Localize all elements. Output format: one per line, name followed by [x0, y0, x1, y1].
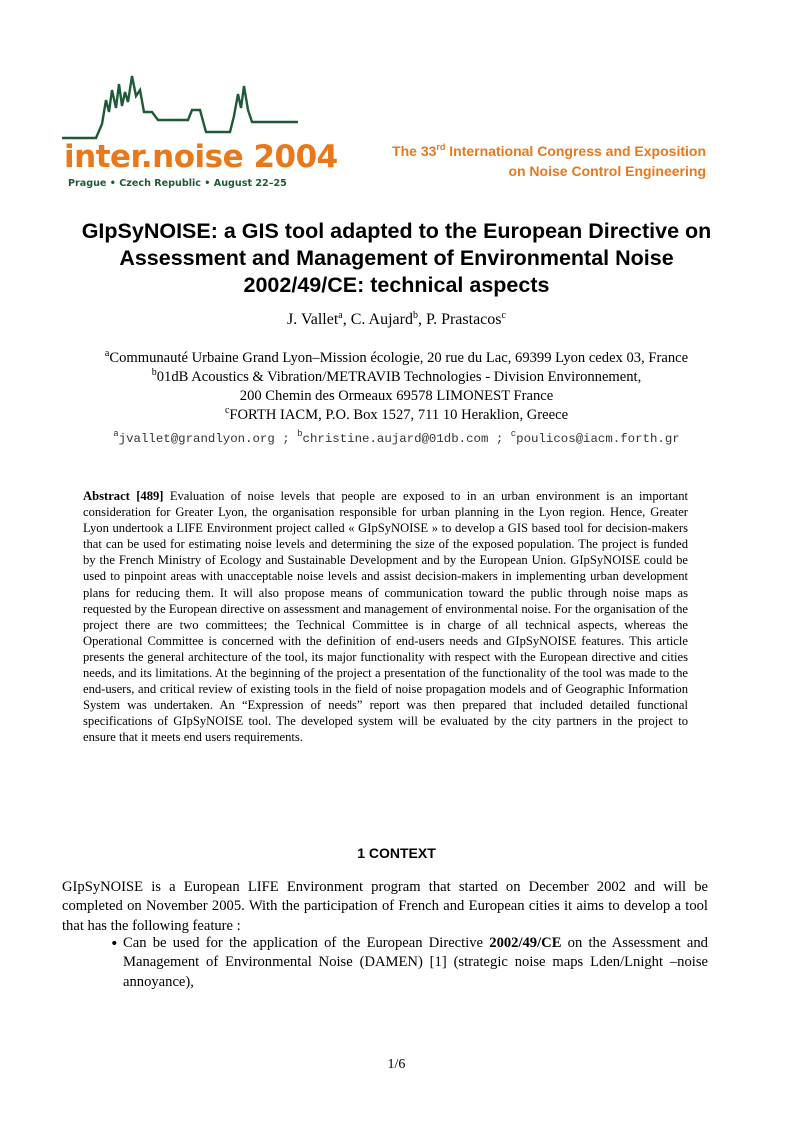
affiliation-line: $^b$01dB Acoustics & Vibration/METRAVIB Technologies - Division Environnement, — [151, 367, 642, 385]
logo-subtitle: Prague • Czech Republic • August 22–25 — [68, 178, 287, 189]
congress-header — [392, 141, 706, 181]
author-sup: a — [338, 310, 343, 321]
congress-line1-prefix: The 33 — [392, 143, 437, 159]
email-link[interactable]: christine.aujard@01db.com — [302, 432, 489, 446]
congress-line1-sup: rd — [436, 142, 446, 152]
abstract — [83, 488, 688, 746]
author-name: P. Prastacos — [425, 311, 502, 328]
affiliation-line: 200 Chemin des Ormeaux 69578 LIMONEST France — [239, 388, 554, 404]
author-list: J. Vallet$^a$, C. Aujard$^b$, P. Prastacos$^c$ — [287, 310, 506, 328]
affiliation-line: $^a$Communauté Urbaine Grand Lyon–Mission écologie, 20 rue du Lac, 69399 Lyon cedex 03, France — [104, 348, 689, 366]
author-name: J. Vallet — [287, 311, 339, 328]
directive-ref: 2002/49/CE — [489, 935, 562, 951]
abstract-text: Evaluation of noise levels that people are exposed to in an urban environment is an important consideration for Greater Lyon, the organisation responsible for urban planning in the Lyon region. Hence, Greater Lyon undertook a LIFE Environment project called « GIpSyNOISE » to develop a GIS based tool for decision-makers that can be used for estimating noise levels and determining the size of the exposed population. The project is funded by the French Ministry of Ecology and Sustainable Development and by the European Union. GIpSyNOISE could be used to pinpoint areas with unacceptable noise levels and assist decision-makers in implementing urban development plans for reducing them. It will also propose means of communication toward the public through noise maps as requested by the European directive on assessment and management of environmental noise. For the organisation of the project there are two committees; the Technical Committee is in charge of all technical aspects, whereas the Operational Committee is concerned with the definition of end-users needs and GIpSyNOISE features. This article presents the general architecture of the tool, its major functionality with respect with the European directive and cities needs, and its limitations. At the beginning of the project a presentation of the functionality of the tool was made to the end-users, and critical review of existing tools in the field of noise propagation models and of Geographic Information System was undertaken. An “Expression of needs” report was then prepared that included detailed functional specifications of GIpSyNOISE tool. The developed system will be evaluated by the city partners in the project to ensure that it meets end users requirements. — [83, 489, 688, 745]
email-link[interactable]: poulicos@iacm.forth.gr — [516, 432, 680, 446]
list-item: • Can be used for the application of the European Directive 2002/49/CE on the Assessment and Management of Environmental Noise (DAMEN) [1] (strategic noise maps Lden/Lnight –noise annoyance), — [110, 935, 708, 990]
section-heading: 1 CONTEXT — [357, 845, 436, 861]
logo-wordmark: inter.noise 2004 — [64, 139, 338, 175]
email-list: $^a$jvallet@grandlyon.org ; $^b$christine.aujard@01db.com ; $^c$poulicos@iacm.forth.gr — [113, 429, 680, 446]
author-sup: b — [412, 310, 418, 321]
body-paragraph: GIpSyNOISE is a European LIFE Environment program that started on December 2002 and will be completed on November 2005. With the participation of French and European cities it aims to develop a tool that has the following feature : — [62, 879, 708, 934]
author-sup: c — [501, 310, 506, 321]
bullet-icon: • — [110, 935, 119, 952]
affiliations — [0, 349, 793, 425]
congress-line2: on Noise Control Engineering — [508, 163, 706, 179]
affiliation-line: $^c$FORTH IACM, P.O. Box 1527, 711 10 Heraklion, Greece — [224, 405, 569, 423]
abstract-label: Abstract [489] — [83, 489, 164, 503]
congress-line1-suffix: International Congress and Exposition — [445, 143, 706, 159]
paper-title: GIpSyNOISE: a GIS tool adapted to the European Directive on Assessment and Management of Environmental Noise 2002/49/CE: technical aspects — [81, 219, 712, 297]
inter-noise-logo — [62, 72, 338, 196]
email-link[interactable]: jvallet@grandlyon.org — [118, 432, 275, 446]
author-name: C. Aujard — [350, 311, 413, 328]
page-number: 1/6 — [387, 1057, 406, 1072]
